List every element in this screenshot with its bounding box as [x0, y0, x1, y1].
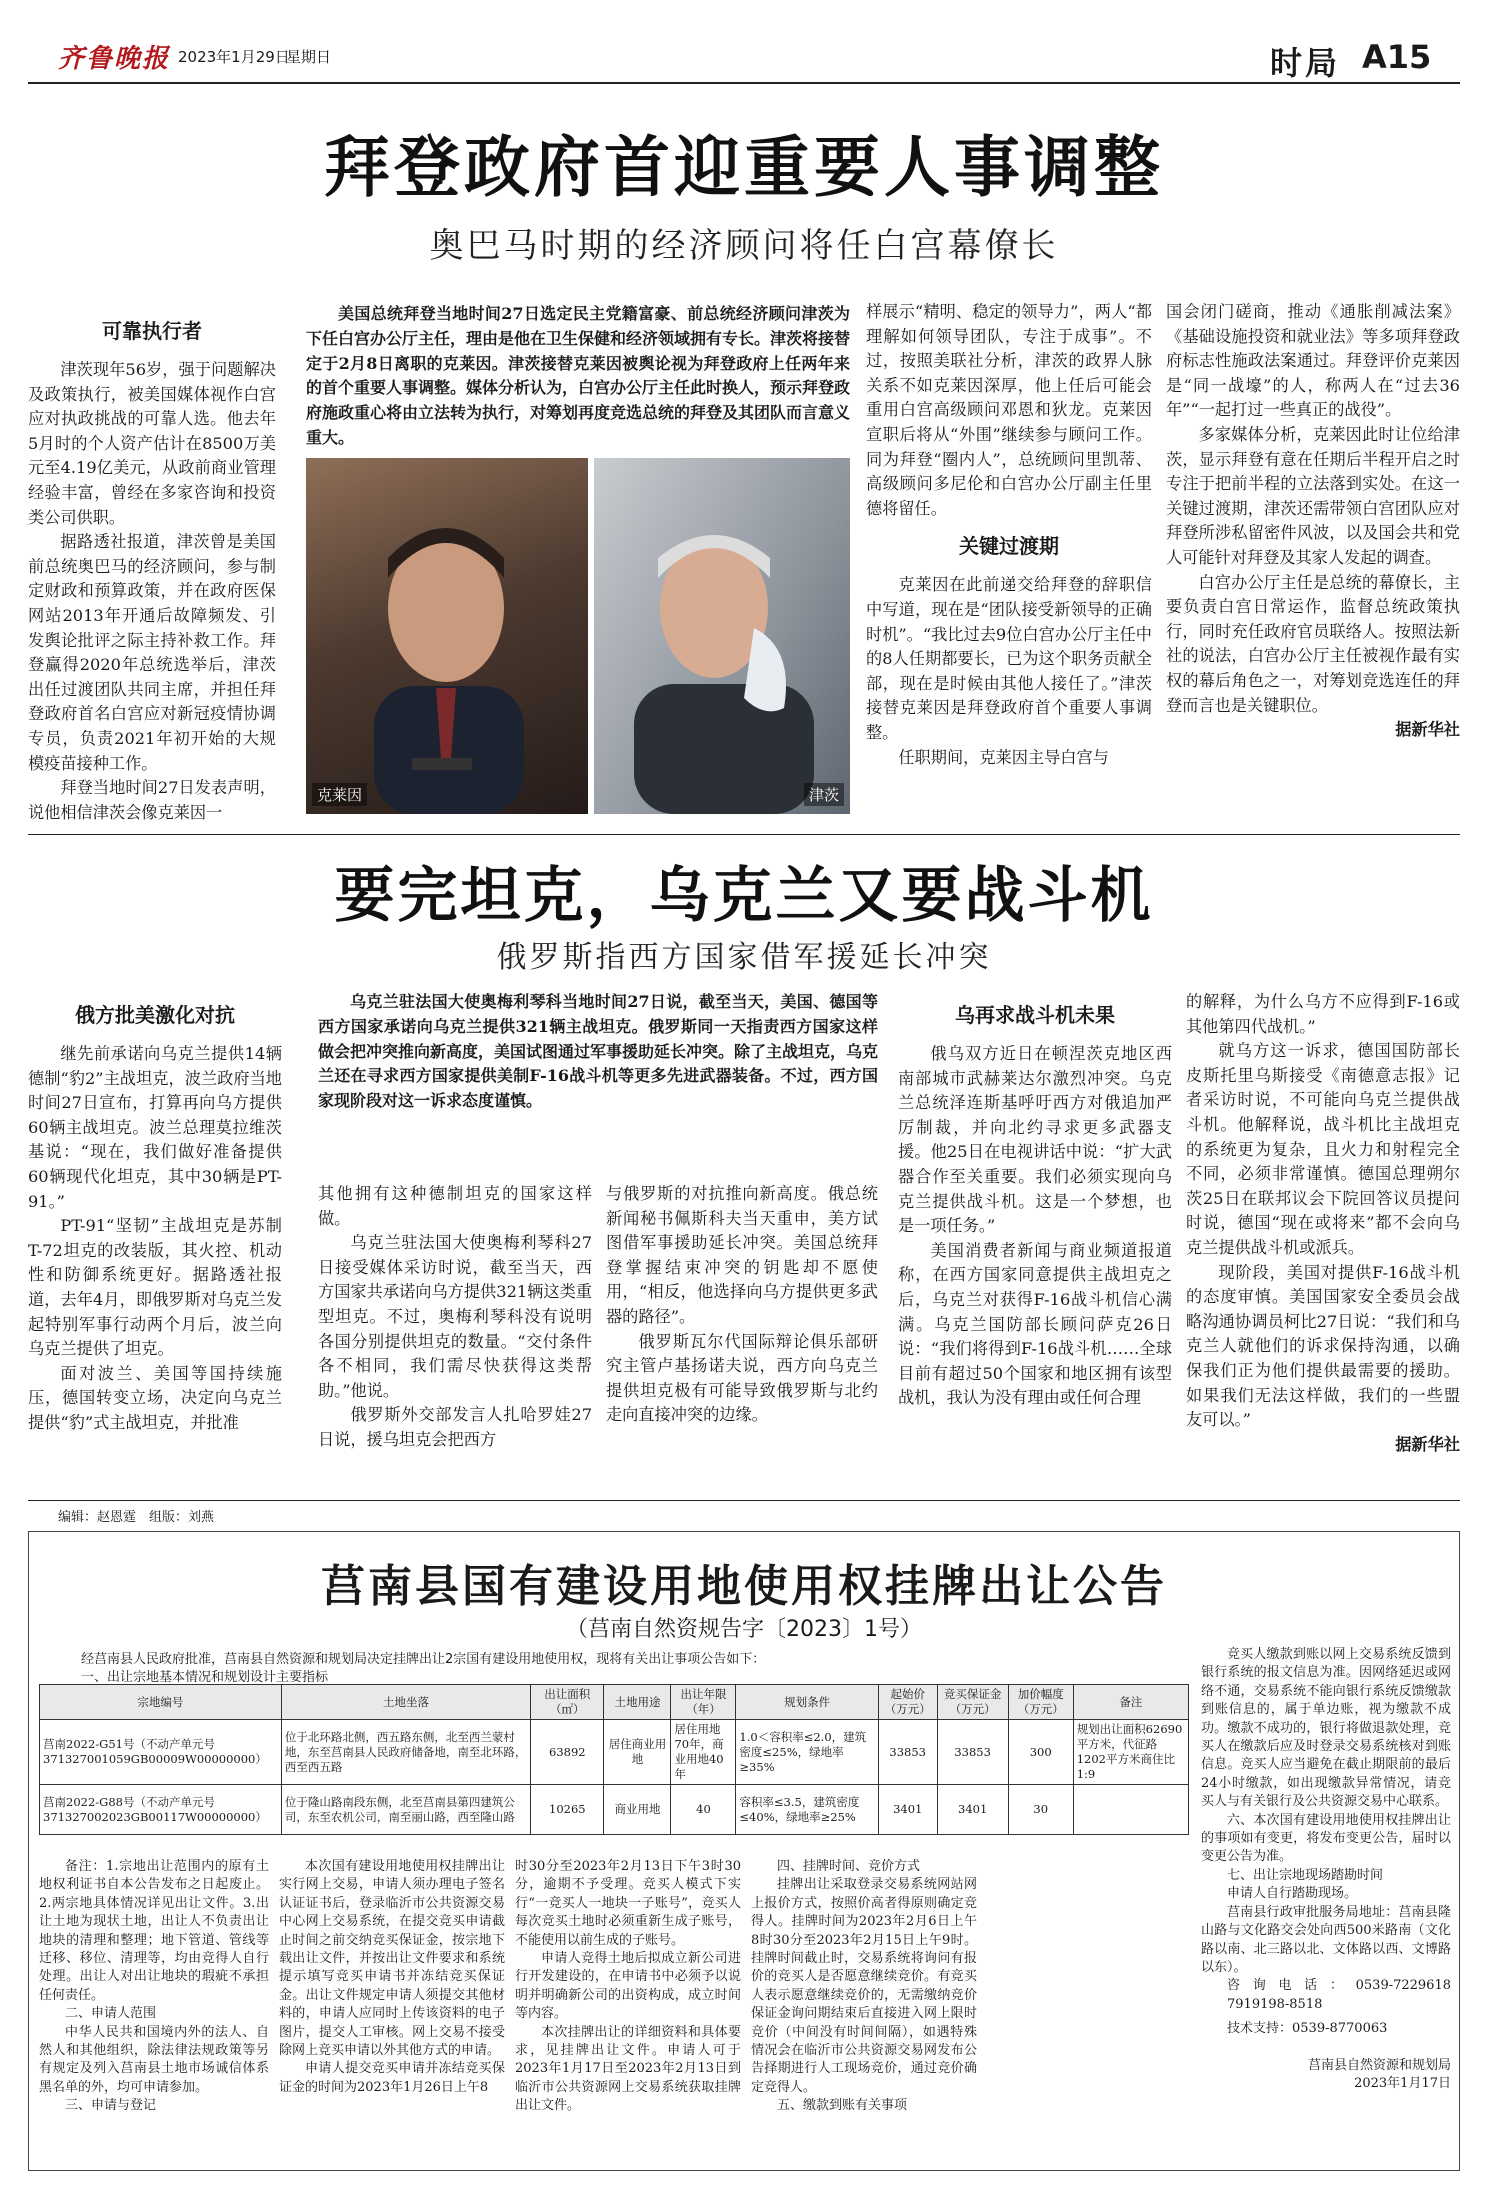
article1-col3: 样展示“精明、稳定的领导力”，两人“都理解如何领导团队，专注于成事”。不过，按照美联社分析，津茨的政界人脉关系不如克莱因深厚，他上任后可能会重用白宫高级顾问邓恩和狄龙。克莱因宣职后将从“外围”继续参与顾问工作。同为拜登“圈内人”，总统顾问里凯蒂、高级顾问多尼伦和白宫办公厅副主任里德将留任。 关键过渡期 克莱因在此前递交给拜登的辞职信中写道，现在是“团队接受新领导的正确时机”。“我比过去9位白宫办公厅主任中的8人任期都要长，已为这个职务贡献全部，现在是时候由其他人接任了。”津茨接替克莱因是拜登政府首个重要人事调整。 任职期间，克莱因主导白宫与	[866, 302, 1152, 767]
notice-sign-date: 2023年1月17日	[1354, 2075, 1451, 2091]
issue-weekday: 星期日	[286, 48, 332, 66]
article1-lead: 美国总统拜登当地时间27日选定民主党籍富豪、前总统经济顾问津茨为下任白宫办公厅主任，理由是他在卫生保健和经济领域拥有专长。津茨将接替定于2月8日离职的克莱因。津茨接替克莱因被舆论视为拜登政府上任两年来的首个重要人事调整。媒体分析认为，白宫办公厅主任此时换人，预示拜登政府施政重心将由立法转为执行，对筹划再度竞选总统的拜登及其团队而言意义重大。	[306, 304, 851, 447]
article2-col4: 乌再求战斗机未果 俄乌双方近日在顿涅茨克地区西南部城市武赫莱达尔激烈冲突。乌克兰总统泽连斯基呼吁西方对俄追加严厉制裁，并向北约寻求更多武器支援。他25日在电视讲话中说：“扩大武器合作至关重要。我们必须实现向乌克兰提供战斗机。这是一个梦想，也是一项任务。” 美国消费者新闻与商业频道报道称，在西方国家同意提供主战坦克之后，乌克兰对获得F-16战斗机信心满满。乌克兰国防部长顾问萨克26日说：“我们将得到F-16战斗机……全球目前有超过50个国家和地区拥有该型战机，我认为没有理由或任何合理	[898, 1003, 1172, 1408]
table-cell: 33853	[937, 1720, 1008, 1785]
article2-deck: 俄罗斯指西方国家借军援延长冲突	[496, 940, 992, 975]
photo-zients-caption: 津茨	[804, 783, 844, 806]
notice-signer: 莒南县自然资源和规划局	[1307, 2057, 1451, 2073]
land-parcel-table	[39, 1684, 1189, 1835]
article1-headline: 拜登政府首迎重要人事调整	[324, 128, 1164, 206]
photo-zients	[594, 458, 850, 814]
table-cell: 居住用地70年，商业用地40年	[671, 1720, 736, 1785]
notice-heading-registration: 三、申请与登记	[65, 2098, 157, 2114]
notice-col1: 备注：1.宗地出让范围内的原有土地权利证书自本公告发布之日起废止。2.两宗地具体情况详见出让文件。3.出让土地为现状土地，出让人不负责出让地块的清理和整理；地下管道、管线等迁移、移位、清理等，均由竞得人自行处理。出让人对出让地块的瑕疵不承担任何责任。 二、申请人范围 中华人民共和国境内外的法人、自然人和其他组织，除法律法规政策等另有规定及列入莒南县土地市场诚信体系黑名单的外，均可申请参加。 三、申请与登记	[39, 1858, 269, 2164]
table-header: 起始价（万元）	[878, 1685, 937, 1720]
table-cell: 容积率≤3.5，建筑密度≤40%，绿地率≥25%	[736, 1785, 878, 1835]
article1-source: 据新华社	[1395, 720, 1460, 740]
table-header-row	[40, 1685, 1189, 1720]
table-cell: 位于北环路北侧，西五路东侧，北至西兰蒙村地，东至莒南县人民政府储备地，南至北环路，西至西五路	[281, 1720, 530, 1785]
table-header: 备注	[1073, 1685, 1188, 1720]
table-header: 土地用途	[604, 1685, 671, 1720]
notice-title: 莒南县国有建设用地使用权挂牌出让公告	[321, 1561, 1167, 1612]
section-name: 时局	[1270, 44, 1341, 82]
masthead-rule	[28, 82, 1460, 84]
table-cell: 33853	[878, 1720, 937, 1785]
editor-credit: 编辑：赵恩霆 组版：刘燕	[58, 1510, 215, 1525]
notice-doc-number: （莒南自然资规告字〔2023〕1号）	[566, 1617, 922, 1642]
table-header: 宗地编号	[40, 1685, 282, 1720]
table-cell: 10265	[531, 1785, 604, 1835]
table-cell: 莒南2022-G88号（不动产单元号371327002023GB00117W00000000）	[40, 1785, 282, 1835]
table-header: 出让年限（年）	[671, 1685, 736, 1720]
notice-heading-payment: 五、缴款到账有关事项	[777, 2098, 908, 2114]
table-header: 加价幅度（万元）	[1008, 1685, 1073, 1720]
notice-heading-auction-time: 四、挂牌时间、竞价方式	[777, 1859, 921, 1874]
article2-subhead-russia: 俄方批美激化对抗	[75, 1003, 235, 1027]
article2-col1: 俄方批美激化对抗 继先前承诺向乌克兰提供14辆德制“豹2”主战坦克，波兰政府当地时间27日宣布，打算再向乌方提供60辆主战坦克。波兰总理莫拉维茨基说：“现在，我们做好准备提供60辆现代化坦克，其中30辆是PT-91。” PT-91“坚韧”主战坦克是苏制T-72坦克的改装版，其火控、机动性和防御系统更好。据路透社报道，去年4月，即俄罗斯对乌克兰发起特别军事行动两个月后，波兰向乌克兰提供了坦克。 面对波兰、美国等国持续施压，德国转变立场，决定向乌克兰提供“豹”式主战坦克，并批准	[28, 1003, 282, 1432]
notice-section1: 一、出让宗地基本情况和规划设计主要指标	[81, 1670, 329, 1685]
notice-col2: 本次国有建设用地使用权挂牌出让实行网上交易，申请人须办理电子签名认证证书后，登录临沂市公共资源交易中心网上交易系统，在提交竞买申请截止时间之前交纳竞买保证金，按宗地下载出让文件，并按出让文件要求和系统提示填写竞买申请书并冻结竞买保证金。出让文件规定申请人须提交其他材料的，申请人应同时上传该资料的电子图片，提交人工审核。网上交易不接受除网上竞买申请以外其他方式的申请。 申请人提交竞买申请并冻结竞买保证金的时间为2023年1月26日上午8	[279, 1859, 505, 2095]
photo-klain-figure	[306, 458, 588, 814]
newspaper-logo: 齐鲁晚报	[58, 44, 171, 74]
notice-heading-site-visit: 七、出让宗地现场踏勘时间	[1227, 1867, 1384, 1883]
table-header: 规划条件	[736, 1685, 878, 1720]
article2-source: 据新华社	[1395, 1434, 1460, 1454]
table-cell: 30	[1008, 1785, 1073, 1835]
table-row	[40, 1720, 1189, 1785]
table-cell: 3401	[878, 1785, 937, 1835]
notice-phone: 0539-7229618 7919198-8518	[1227, 1978, 1451, 2012]
article2-col2: 其他拥有这种德制坦克的国家这样做。 乌克兰驻法国大使奥梅利琴科27日接受媒体采访时说，截至当天，西方国家共承诺向乌方提供321辆这类重型坦克。不过，奥梅利琴科没有说明各国分别提供坦克的数量。“交付条件各不相同，我们需尽快获得这类帮助。”他说。 俄罗斯外交部发言人扎哈罗娃27日说，援乌坦克会把西方	[318, 1184, 592, 1449]
photo-zients-figure	[594, 458, 850, 814]
table-cell: 3401	[937, 1785, 1008, 1835]
table-cell: 规划出让面积62690平方米，代征路1202平方米商住比1:9	[1073, 1720, 1188, 1785]
table-cell: 莒南2022-G51号（不动产单元号371327001059GB00009W00000000）	[40, 1720, 282, 1785]
notice-col4: 四、挂牌时间、竞价方式 挂牌出让采取登录交易系统网站网上报价方式，按照价高者得原则确定竞得人。挂牌时间为2023年2月6日上午8时30分至2023年2月15日上午9时。挂牌时间截止时，交易系统将询问有报价的竞买人是否愿意继续竞价。有竞买人表示愿意继续竞价的，无需缴纳竞价保证金询问期结束后直接进入网上限时竞价（中间没有时间间隔），如遇特殊情况会在临沂市公共资源交易网发布公告择期进行人工现场竞价，通过竞价确定竞得人。 五、缴款到账有关事项	[751, 1858, 977, 2164]
notice-col3: 时30分至2023年2月13日下午3时30分，逾期不予受理。竞买人模式下实行“一竞买人一地块一子账号”，竞买人每次竞买土地时必须重新生成子账号，不能使用以前生成的子账号。 申请人竞得土地后拟成立新公司进行开发建设的，在申请书中必须予以说明并明确新公司的出资构成，成立时间等内容。 本次挂牌出让的详细资料和具体要求，见挂牌出让文件。申请人可于2023年1月17日至2023年2月13日到临沂市公共资源网上交易系统获取挂牌出让文件。	[515, 1859, 741, 2114]
table-cell: 63892	[531, 1720, 604, 1785]
notice-phone-line: 咨询电话：0539-7229618 7919198-8518	[1227, 1978, 1451, 2012]
article1-col1: 可靠执行者 津茨现年56岁，强于问题解决及政策执行，被美国媒体视作白宫应对执政挑战的可靠人选。他去年5月时的个人资产估计在8500万美元至4.19亿美元，从政前商业管理经验丰富，曾经在多家咨询和投资类公司供职。 据路透社报道，津茨曾是美国前总统奥巴马的经济顾问，参与制定财政和预算政策，并在政府医保网站2013年开通后故障频发、引发舆论批评之际主持补救工作。拜登赢得2020年总统选举后，津茨出任过渡团队共同主席，并担任拜登政府首名白宫应对新冠疫情协调专员，负责2021年初开始的大规模疫苗接种工作。 拜登当地时间27日发表声明，说他相信津茨会像克莱因一	[28, 319, 276, 822]
photo-klain-caption: 克莱因	[312, 783, 367, 806]
notice-col5: 竞买人缴款到账以网上交易系统反馈到银行系统的报文信息为准。因网络延迟或网络不通，交易系统不能向银行系统反馈缴款到账信息的，属于单边账，视为缴款不成功。缴款不成功的，银行将做退款处理，竞买人在缴款后应及时登录交易系统核对到账信息。竞买人应当避免在截止期限前的最后24小时缴款，如出现缴款异常情况，请竞买人与有关银行及公共资源交易中心联系。 六、本次国有建设用地使用权挂牌出让的事项如有变更，将发布变更公告，届时以变更公告为准。 七、出让宗地现场踏勘时间 申请人自行踏勘现场。 莒南县行政审批服务局地址：莒南县隆山路与文化路交会处向西500米路南（文化路以南、北三路以北、文体路以西、文博路以东）。 咨询电话：0539-7229618 7919198-8518 技术支持：0539-8770063 莒南县自然资源和规划局 2023年1月17日	[1201, 1646, 1451, 2166]
table-cell: 1.0＜容积率≤2.0，建筑密度≤25%，绿地率≥35%	[736, 1720, 878, 1785]
article2-headline: 要完坦克，乌克兰又要战斗机	[334, 861, 1154, 931]
table-header: 出让面积（㎡）	[531, 1685, 604, 1720]
editor-rule	[28, 1500, 1460, 1501]
notice-tech-line: 技术支持：0539-8770063	[1227, 2021, 1388, 2037]
article1-col4: 国会闭门磋商，推动《通胀削减法案》《基础设施投资和就业法》等多项拜登政府标志性施政法案通过。拜登评价克莱因是“同一战壕”的人，称两人在“过去36年”“一起打过一些真正的战役”。 多家媒体分析，克莱因此时让位给津茨，显示拜登有意在任期后半程开启之时专注于把前半程的立法落到实处。在这一关键过渡期，津茨还需带领白宫团队应对拜登所涉私留密件风波，以及国会共和党人可能针对拜登及其家人发起的调查。 白宫办公厅主任是总统的幕僚长，主要负责白宫日常运作，监督总统政策执行，同时充任政府官员联络人。按照法新社的说法，白宫办公厅主任被视作最有实权的幕后角色之一，对筹划竞选连任的拜登而言也是关键职位。 据新华社	[1166, 300, 1460, 826]
article2-subhead-fighters: 乌再求战斗机未果	[955, 1003, 1115, 1027]
table-cell: 居住商业用地	[604, 1720, 671, 1785]
table-header: 竞买保证金（万元）	[937, 1685, 1008, 1720]
table-cell: 位于隆山路南段东侧，北至莒南县第四建筑公司，东至农机公司，南至丽山路，西至隆山路	[281, 1785, 530, 1835]
page-number: A15	[1362, 38, 1432, 76]
article2-col3: 与俄罗斯的对抗推向新高度。俄总统新闻秘书佩斯科夫当天重申，美方试图借军事援助延长冲突。美国总统拜登掌握结束冲突的钥匙却不愿使用，“相反，他选择向乌方提供更多武器的路径”。 俄罗斯瓦尔代国际辩论俱乐部研究主管卢基扬诺夫说，西方向乌克兰提供坦克极有可能导致俄罗斯与北约走向直接冲突的边缘。	[606, 1184, 878, 1425]
notice-heading-applicants: 二、申请人范围	[65, 2006, 157, 2022]
issue-date: 2023年1月29日	[178, 48, 290, 66]
table-header: 土地坐落	[281, 1685, 530, 1720]
masthead	[0, 0, 1488, 82]
table-cell	[1073, 1785, 1188, 1835]
article-divider	[28, 834, 1460, 835]
article1-deck: 奥巴马时期的经济顾问将任白宫幕僚长	[429, 226, 1059, 266]
table-cell: 40	[671, 1785, 736, 1835]
article2-lead: 乌克兰驻法国大使奥梅利琴科当地时间27日说，截至当天，美国、德国等西方国家承诺向乌克兰提供321辆主战坦克。俄罗斯同一天指责西方国家这样做会把冲突推向新高度，美国试图通过军事援助延长冲突。除了主战坦克，乌克兰还在寻求西方国家提供美制F-16战斗机等更多先进武器装备。不过，西方国家现阶段对这一诉求态度谨慎。	[318, 992, 879, 1111]
article1-subhead-transition: 关键过渡期	[959, 534, 1059, 559]
article2-col5: 的解释，为什么乌方不应得到F-16或其他第四代战机。” 就乌方这一诉求，德国国防部长皮斯托里乌斯接受《南德意志报》记者采访时说，不可能向乌克兰提供战斗机。他解释说，战斗机比主战坦克的系统更为复杂，且火力和射程完全不同，必须非常谨慎。德国总理朔尔茨25日在联邦议会下院回答议员提问时说，德国“现在或将来”都不会向乌克兰提供战斗机或派兵。 现阶段，美国对提供F-16战斗机的态度审慎。美国国家安全委员会战略沟通协调员柯比27日说：“我们和乌克兰人就他们的诉求保持沟通，以确保我们正为他们提供最需要的援助。如果我们无法这样做，我们的一些盟友可以。” 据新华社	[1186, 990, 1460, 1490]
table-cell: 商业用地	[604, 1785, 671, 1835]
table-row	[40, 1785, 1189, 1835]
article1-subhead-reliable: 可靠执行者	[102, 319, 202, 343]
notice-tech-phone: 0539-8770063	[1292, 2021, 1388, 2037]
table-cell: 300	[1008, 1720, 1073, 1785]
land-notice	[28, 1531, 1460, 2171]
photo-klain	[306, 458, 588, 814]
notice-intro: 经莒南县人民政府批准，莒南县自然资源和规划局决定挂牌出让2宗国有建设用地使用权，现将有关出让事项公告如下：	[81, 1652, 766, 1667]
